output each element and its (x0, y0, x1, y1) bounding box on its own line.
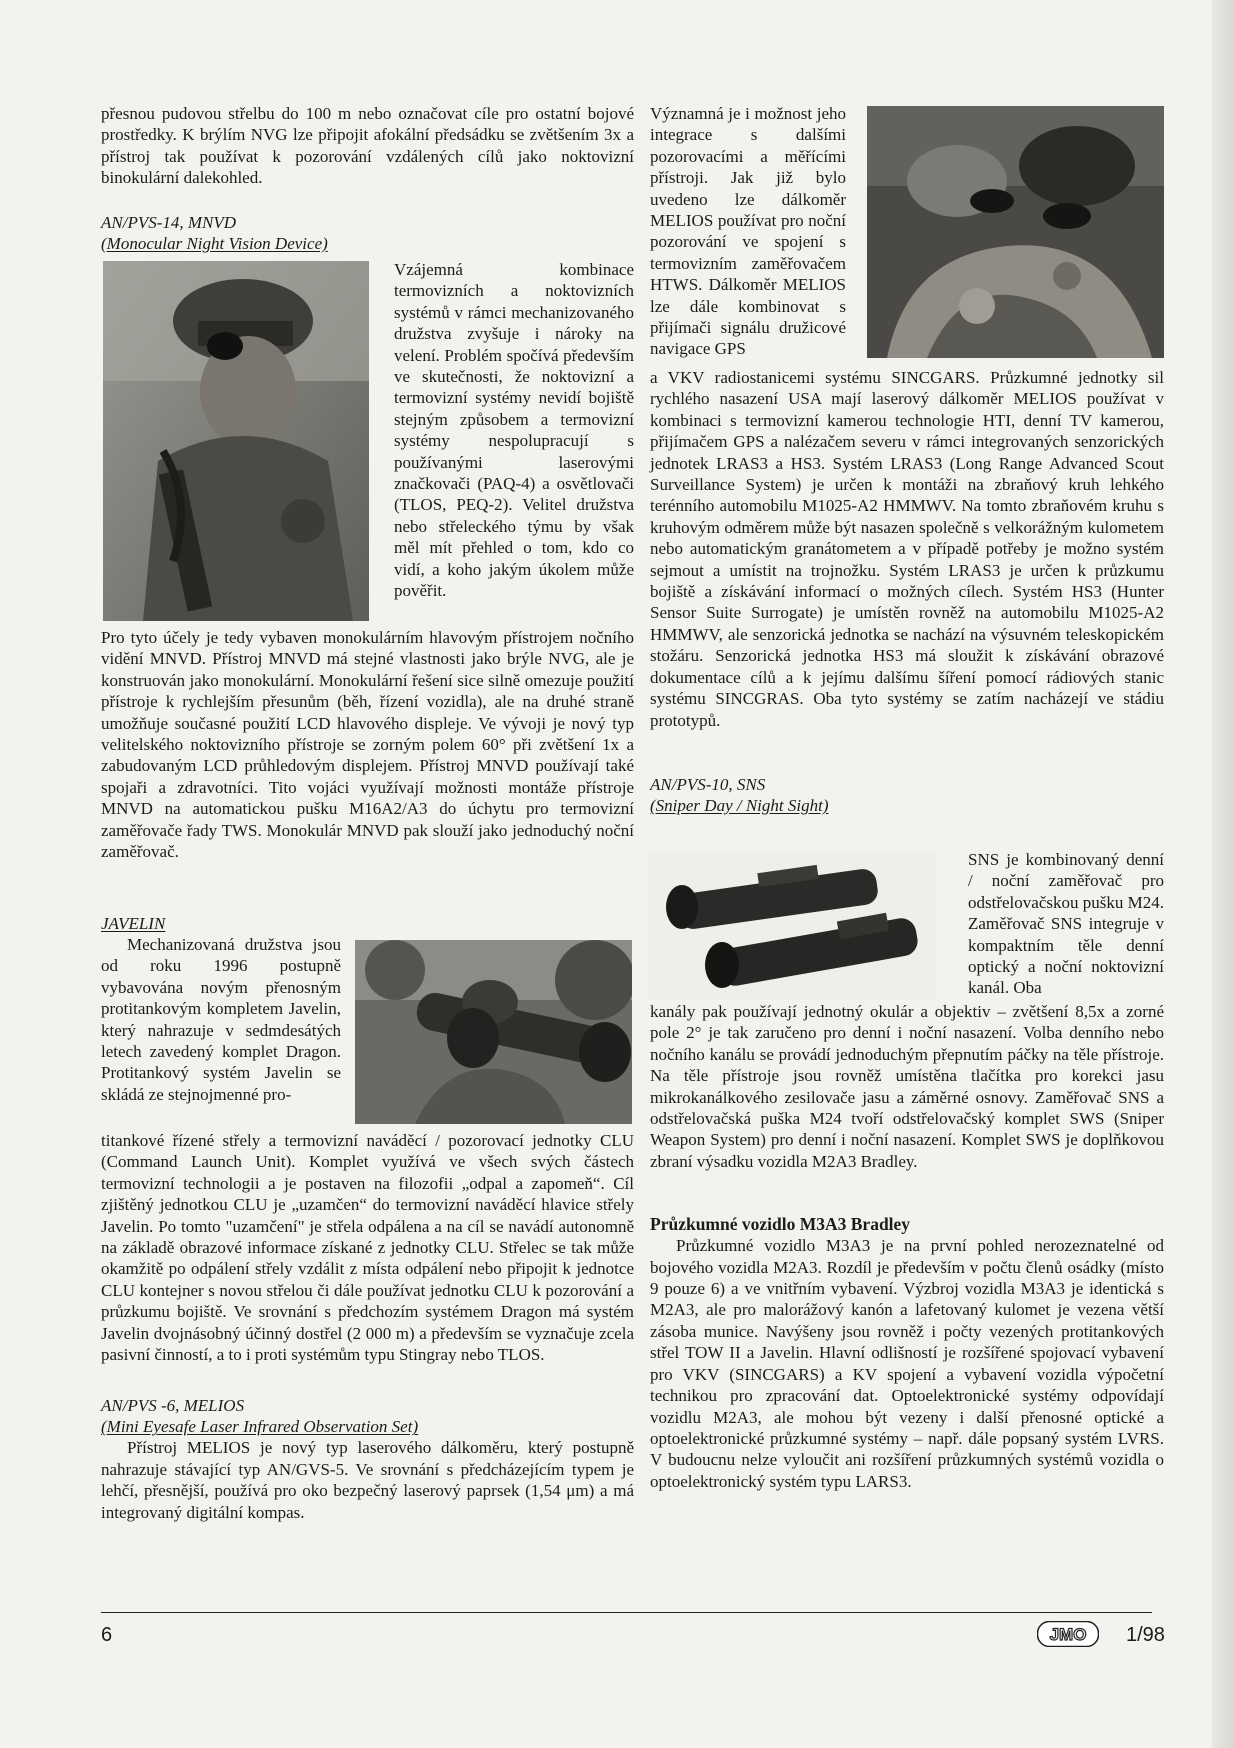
javelin-soldier-photo (355, 940, 632, 1124)
sns-full-paragraph: kanály pak používají jednotný okulár a objektiv – zvětšení 8,5x a zorné pole 2° je tak zaručeno pro denní i noční nasazení. Volba denního nebo nočního kanálu se provádí jednoduchým přepnutím páčky na těle přístroje. Na těle přístroje jsou rovněž umístěna tlačítka pro korekci jasu mikrokanálkového zesilovače jasu a záměrné osnovy. Zaměřovač SNS a odstřelovačská puška M24 tvoří odstřelovačský komplet SWS (Sniper Weapon System) pro denní i noční nasazení. Komplet SWS je doplňkovou zbraní výsadku vozidla M2A3 Bradley. (650, 1002, 1164, 1171)
javelin-wrap-paragraph: Mechanizovaná družstva jsou od roku 1996 postupně vybavována novým přenosným protitankovým kompletem Javelin, který nahrazuje v sedmdesátých letech zavedený komplet Dragon. Protitankový systém Javelin se skládá ze stejnojmenné pro- (101, 935, 341, 1104)
mnvd-full-paragraph: Pro tyto účely je tedy vybaven monokulárním hlavovým přístrojem nočního vidění MNVD. Přístroj MNVD má stejné vlastnosti jako brýle NVG, ale je konstruován jako monokulární. Monokulární řešení sice silně omezuje použití přístroje k rychlejším přesunům (běh, řízení vozidla), ale na druhé straně umožňuje současné použití LCD hlavového displeje. Ve vývoji je nový typ velitelského noktovizního přístroje se zorným polem 60° při zvětšení 1x a zabudovaným LCD průhledovým displejem. Přístroj MNVD používají také spojaři a zdravotníci. Tito vojáci využívají možnosti montáže přístroje MNVD na automatickou pušku M16A2/A3 do úchytu pro termovizní zaměřovače řady TWS. Monokulár MNVD pak slouží jako jednoduchý noční zaměřovač. (101, 628, 634, 862)
mnvd-heading (101, 212, 634, 254)
mnvd-title: AN/PVS-14, MNVD (101, 212, 237, 232)
sns-title: AN/PVS-10, SNS (650, 774, 766, 794)
melios-title: AN/PVS -6, MELIOS (101, 1396, 245, 1416)
footer-rule (101, 1612, 1152, 1613)
melios-wrap-paragraph: Významná je i možnost jeho integrace s dalšími pozorovacími a měřícími přístroji. Jak již bylo uvedeno lze dálkoměr MELIOS používat pro noční pozorování ve spojení s termovizním zaměřovačem HTWS. Dálkoměr MELIOS lze dále kombinovat s přijímači signálu družicové navigace GPS (650, 104, 846, 359)
intro-paragraph: přesnou pudovou střelbu do 100 m nebo označovat cíle pro ostatní bojové prostředky. K brýlím NVG lze připojit afokální předsádku se zvětšením 3x a přístroj tak používat k pozorování vzdálených cílů jako noktovizní binokulární dalekohled. (101, 104, 634, 188)
sniper-sight-photo (648, 851, 936, 999)
mnvd-wrap-column (394, 259, 634, 602)
sns-subtitle: (Sniper Day / Night Sight) (650, 795, 829, 815)
javelin-title: JAVELIN (101, 914, 166, 933)
jmo-logo (1037, 1621, 1099, 1652)
mnvd-full-column (101, 627, 634, 862)
page-edge (1212, 0, 1234, 1748)
bradley-heading: Průzkumné vozidlo M3A3 Bradley (650, 1214, 911, 1235)
melios-full-column (650, 367, 1164, 816)
melios-subtitle: (Mini Eyesafe Laser Infrared Observation Set) (101, 1417, 419, 1437)
jmo-logo-text: JMO (1049, 1625, 1087, 1644)
melios-paragraph: Přístroj MELIOS je nový typ laserového dálkoměru, který postupně nahrazuje stávající typ AN/GVS-5. Ve srovnání s předcházejícím typem je lehčí, přesnější, používá pro oko bezpečný laserový paprsek (1,54 μm) a má integrovaný digitální kompas. (101, 1438, 634, 1522)
bradley-paragraph: Průzkumné vozidlo M3A3 je na první pohled nerozeznatelné od bojového vozidla M2A3. Rozdíl je především v počtu členů osádky (místo 9 pouze 6) a ve vnitřním vybavení. Výzbroj vozidla M3A3 je identická s M2A3, ale pro malorážový kanón a lafetovaný kulomet je vezena větší zásoba munice. Navýšeny jsou rovněž i počty vezených protitankových střel TOW II a Javelin. Hlavní odlišností je rozšířené spojovací vybavení pro VKV (SINCGARS) a KV spojení a vybavení vozidla výpočetní technikou pro zpracování dat. Optoelektronické systémy odpovídají vozidlu M2A3, ale mohou být vezeny i další přenosné optické a optoelektronické průzkumné systémy – např. dále popsaný systém LVRS. V budoucnu nelze vyloučit ani rozšíření průzkumných systémů vozidla o optoelektronický systém typu LARS3. (650, 1236, 1164, 1491)
melios-wrap-column (650, 103, 846, 360)
soldier-mnvd-photo (103, 261, 369, 621)
sns-heading (650, 774, 1164, 816)
javelin-full-column (101, 1130, 634, 1523)
melios-full-paragraph: a VKV radiostanicemi systému SINCGARS. Průzkumné jednotky sil rychlého nasazení USA mají laserový dálkoměr MELIOS používat v kombinaci s termovizní kamerou technologie HTI, denní TV kamerou, přijímačem GPS a nalézačem severu v rámci integrovaných senzorických jednotek LRAS3 a HS3. Systém LRAS3 (Long Range Advanced Scout Surveillance System) je určen k montáži na zbraňový kruh lehkého terénního automobilu M1025-A2 HMMWV. Na tomto zbraňovém kruhu s kruhovým odměrem může být nasazen společně s velkorážným kulometem nebo automatickým granátometem a v případě potřeby je možno systém sejmout a umístit na trojnožku. Systém LRAS3 je určen k průzkumu bojiště a získávání informací o možných cílech. Systém HS3 (Hunter Sensor Suite Surrogate) je umístěn rovněž na automobilu M1025-A2 HMMWV, ale senzorická jednotka se nachází na výsuvném teleskopickém stožáru. Senzorická jednotka HS3 má sloužit k získávání obrazové dokumentace cílů a k jejímu dalšímu šíření pomocí rádiových stanic systému SINCGRAS. Oba tyto systémy se zatím nacházejí ve stádiu prototypů. (650, 368, 1164, 730)
sns-wrap-column (968, 849, 1164, 999)
page-number: 6 (101, 1624, 113, 1646)
issue-number: 1/98 (1126, 1624, 1165, 1646)
javelin-heading (101, 913, 341, 934)
javelin-heading-column (101, 913, 341, 1105)
javelin-full-paragraph: titankové řízené střely a termovizní naváděcí / pozorovací jednotky CLU (Command Launch Unit). Komplet využívá ve všech svých částech termovizní technologii a je postaven na filozofii „odpal a zapomeň“. Cíl zjištěný jednotkou CLU je „uzamčen“ do termovizní naváděcí hlavice střely Javelin. Po tomto "uzamčení" je střela odpálena a na cíl se navádí autonomně na základě obrazové informace získané z jednotky CLU. Střelec se tak může okamžitě po odpálení střely vzdálit z místa odpálení nebo připojit k jednotce CLU kontejner s novou střelou či dále používat jednotku CLU k pozorování a průzkumu bojiště. Ve srovnání s předchozím systémem Dragon má systém Javelin dvojnásobný účinný dostřel (2 000 m) a především se vyznačuje zcela pasivní činností, a to i proti systémům typu Stingray nebo TLOS. (101, 1131, 634, 1365)
mnvd-wrap-paragraph: Vzájemná kombinace termovizních a noktovizních systémů v rámci mechanizovaného družstva zvyšuje i nároky na velení. Problém spočívá především ve skutečnosti, že noktovizní a termovizní systémy nevidí bojiště stejným způsobem a termovizní systémy nespolupracují s používanými laserovými značkovači (PAQ-4) a osvětlovači (TLOS, PEQ-2). Velitel družstva nebo střeleckého týmu by však měl mít přehled o tom, kdo co vidí, a koho jakým úkolem může pověřit. (394, 260, 634, 601)
left-column (101, 103, 634, 254)
sns-wrap-paragraph: SNS je kombinovaný denní / noční zaměřovač pro odstřelovačskou pušku M24. Zaměřovač SNS integruje v kompaktním těle denní optický a noční noktovizní kanál. Oba (968, 850, 1164, 998)
mnvd-subtitle: (Monocular Night Vision Device) (101, 233, 328, 253)
melios-soldiers-photo (867, 106, 1164, 358)
sns-full-column (650, 1001, 1164, 1492)
melios-heading (101, 1395, 634, 1437)
